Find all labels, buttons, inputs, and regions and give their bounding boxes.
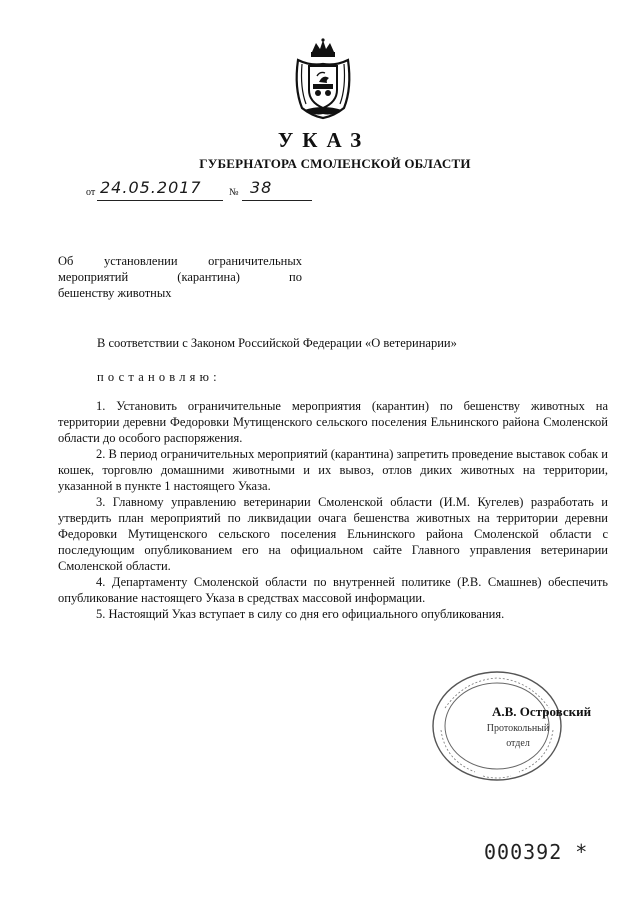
decree-items — [58, 398, 608, 622]
date-number-line — [86, 178, 326, 202]
resolve-word: постановляю: — [97, 370, 221, 384]
decree-item: 2. В период ограничительных мероприятий (карантина) запретить проведение выставок собак и кошек, торговлю домашними животными и их вывоз, отлов диких животных на территории, указанной в пункте 1 настоящего Указа. — [58, 447, 608, 493]
subject-line: мероприятий (карантина) по — [58, 270, 302, 284]
subject-line: Об установлении ограничительных — [58, 254, 302, 268]
preamble-text: В соответствии с Законом Российской Федерации «О ветеринарии» — [97, 336, 457, 350]
decree-item: 4. Департаменту Смоленской области по внутренней политике (Р.В. Смашнев) обеспечить опубликование настоящего Указа в средствах массовой информации. — [58, 575, 608, 605]
subject-line: бешенству животных — [58, 286, 172, 300]
decree-item: 3. Главному управлению ветеринарии Смоленской области (И.М. Кугелев) разработать и утвердить план мероприятий по ликвидации очага бешенства животных на территории деревни Федоровки Мутищенского сельского поселения Ельнинского района Смоленской области с последующим опубликованием его на официальном сайте Главного управления ветеринарии Смоленской области. — [58, 495, 608, 573]
stamp-label: Протокольный отдел — [486, 723, 550, 749]
handwritten-number: 38 — [250, 178, 273, 197]
date-from-label: от — [86, 187, 96, 198]
document-title: УКАЗ — [277, 128, 371, 152]
date-underline — [97, 200, 223, 201]
signature-name: А.В. Островский — [492, 704, 592, 719]
decree-item: 5. Настоящий Указ вступает в силу со дня его официального опубликования. — [96, 607, 505, 621]
coat-of-arms-icon — [292, 38, 354, 120]
handwritten-date: 24.05.2017 — [100, 178, 202, 197]
subject-block — [58, 253, 302, 301]
decree-item: 1. Установить ограничительные мероприятия (карантин) по бешенству животных на территории деревни Федоровки Мутищенского сельского поселения Ельнинского района Смоленской области до особого распоряжения. — [58, 399, 608, 445]
document-subtitle: ГУБЕРНАТОРА СМОЛЕНСКОЙ ОБЛАСТИ — [199, 156, 471, 171]
number-label: № — [229, 187, 239, 198]
number-underline — [242, 200, 312, 201]
document-serial-number: 000392 * — [484, 840, 589, 864]
